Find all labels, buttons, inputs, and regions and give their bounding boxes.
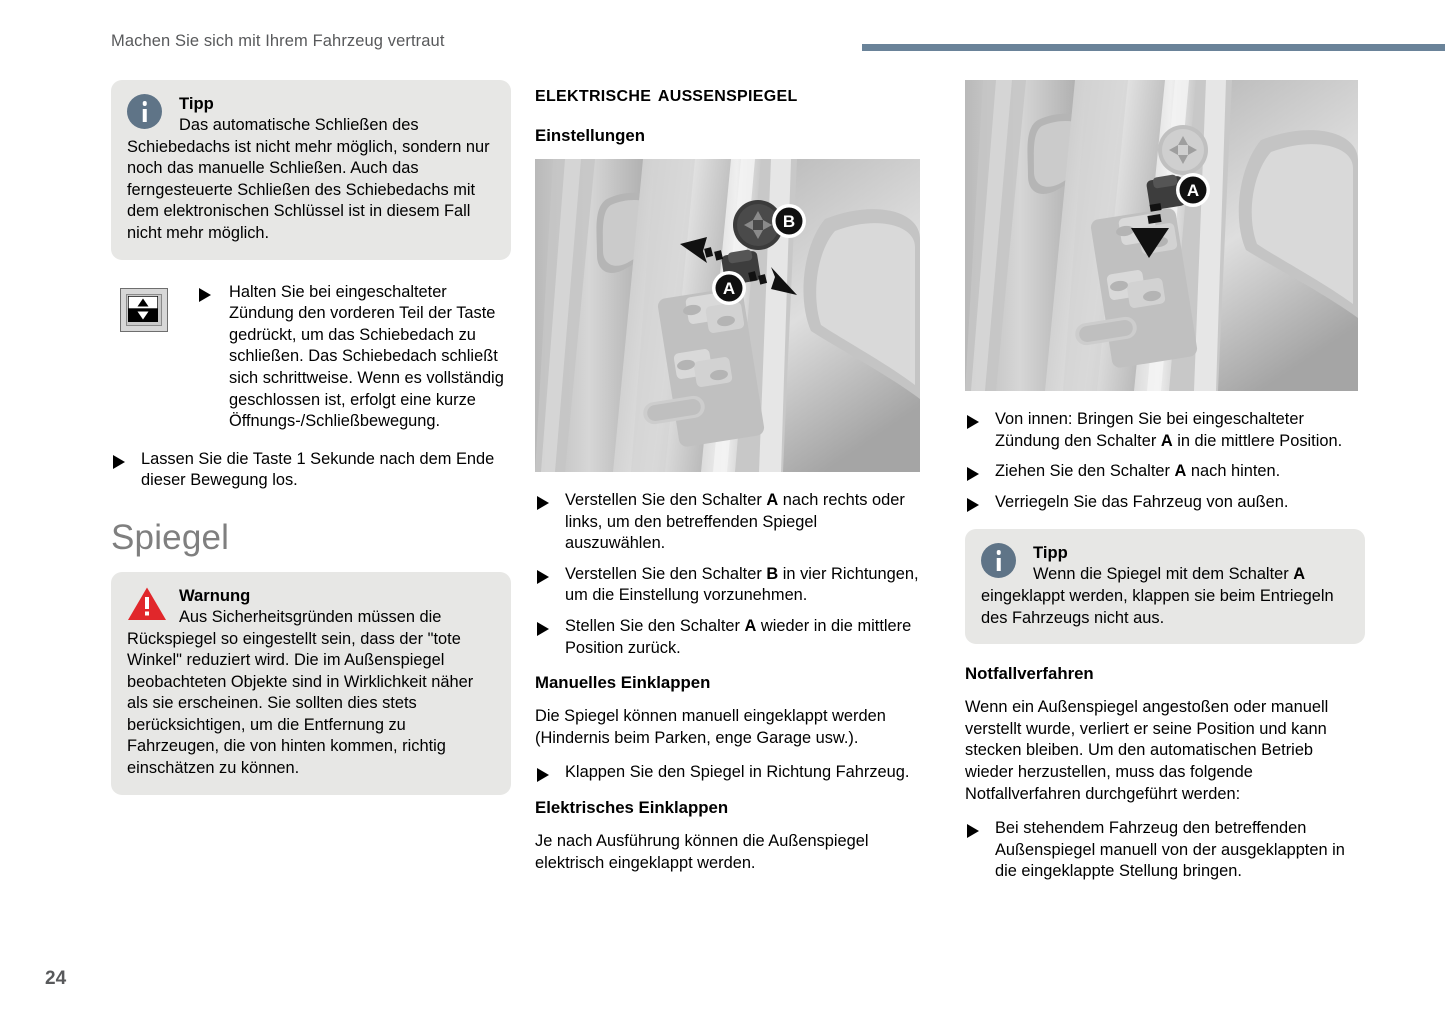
door-panel-illustration-fold	[965, 80, 1358, 391]
warning-icon	[127, 586, 167, 626]
column-right	[965, 80, 1365, 892]
running-head: Machen Sie sich mit Ihrem Fahrzeug vertraut	[111, 32, 445, 50]
column-left	[111, 80, 511, 795]
bullet-adjust-mirror: Verstellen Sie den Schalter B in vier Richtungen, um die Einstellung vorzunehmen.	[535, 564, 920, 607]
column-middle	[535, 80, 920, 887]
manual-fold-text: Die Spiegel können manuell eingeklappt werden (Hindernis beim Parken, enge Garage usw.).	[535, 707, 886, 747]
bullet-inside-center-position: Von innen: Bringen Sie bei eingeschalteter Zündung den Schalter A in die mittlere Position.	[965, 409, 1365, 452]
tip-callout-fold-title: Tipp	[1033, 543, 1068, 563]
sunroof-button-icon	[120, 288, 168, 332]
warning-callout	[111, 572, 511, 795]
figure-label-a: A	[722, 279, 736, 298]
figure-label-a-fold: A	[1186, 181, 1200, 200]
tip-callout-fold-text: Wenn die Spiegel mit dem Schalter A eingeklappt werden, klappen sie beim Entriegeln des Fahrzeugs nicht aus.	[981, 565, 1334, 627]
electric-fold-text: Je nach Ausführung können die Außenspiegel elektrisch eingeklappt werden.	[535, 831, 869, 872]
bullet-lock-from-outside: Verriegeln Sie das Fahrzeug von außen.	[965, 492, 1365, 514]
tip-callout-text: Das automatische Schließen des Schiebedachs ist nicht mehr möglich, sondern nur noch das manuelle Schließen. Auch das ferngesteuerte Schließen des Schiebedachs mit dem elektronischen Schlüssel ist in diesem Fall nicht mehr möglich.	[127, 116, 490, 242]
info-icon	[981, 543, 1021, 583]
bullet-pull-switch-back: Ziehen Sie den Schalter A nach hinten.	[965, 461, 1365, 483]
warning-callout-text: Aus Sicherheitsgründen müssen die Rückspiegel so eingestellt sein, dass der "tote Winkel" reduziert wird. Die im Außenspiegel beobachteten Objekte sind in Wirklichkeit näher als sie erscheinen. Sie sollten dies stets berücksichtigen, um die Entfernung zu Fahrzeugen, die von hinten kommen, richtig einschätzen zu können.	[127, 607, 474, 778]
subheading-notfallverfahren: Notfallverfahren	[965, 664, 1094, 684]
emergency-text: Wenn ein Außenspiegel angestoßen oder manuell verstellt wurde, verliert er seine Position und kann stecken bleiben. Um den automatischen Betrieb wieder herzustellen, muss das folgende Notfallverfahren durchgeführt werden:	[965, 698, 1329, 803]
bullet-emergency-fold: Bei stehendem Fahrzeug den betreffenden Außenspiegel manuell von der ausgeklappten in die eingeklappte Stellung bringen.	[965, 818, 1365, 883]
page-number: 24	[45, 968, 67, 989]
figure-label-b: B	[782, 212, 796, 231]
sunroof-instruction-row	[111, 282, 511, 433]
tip-callout-fold	[965, 529, 1365, 644]
sunroof-button-glyph	[128, 296, 158, 322]
figure-mirror-controls	[535, 159, 920, 472]
bullet-manual-fold: Klappen Sie den Spiegel in Richtung Fahrzeug.	[535, 762, 920, 784]
bullet-select-mirror: Verstellen Sie den Schalter A nach rechts oder links, um den betreffenden Spiegel auszuwählen.	[535, 490, 920, 555]
subheading-einstellungen: Einstellungen	[535, 126, 646, 145]
bullet-release-button: Lassen Sie die Taste 1 Sekunde nach dem Ende dieser Bewegung los.	[111, 449, 511, 492]
chapter-title: elektrische außenspiegel	[535, 80, 798, 106]
subheading-elektrisches-einklappen: Elektrisches Einklappen	[535, 797, 729, 817]
subheading-manuelles-einklappen: Manuelles Einklappen	[535, 673, 711, 693]
warning-callout-title: Warnung	[179, 585, 251, 605]
door-panel-illustration	[535, 159, 920, 472]
sunroof-instruction-text: Halten Sie bei eingeschalteter Zündung den vorderen Teil der Taste gedrückt, um das Schiebedach zu schließen. Das Schiebedach schließt sich schrittweise. Wenn es vollständig geschlossen ist, erfolgt eine kurze Öffnungs-/Schließbewegung.	[199, 282, 511, 433]
info-icon	[127, 94, 167, 134]
bullet-return-switch: Stellen Sie den Schalter A wieder in die mittlere Position zurück.	[535, 616, 920, 659]
warning-callout-body	[127, 585, 495, 780]
section-title-spiegel: Spiegel	[111, 517, 230, 557]
tip-callout-body	[127, 93, 495, 245]
tip-callout-fold-body	[981, 542, 1349, 629]
figure-fold-control	[965, 80, 1358, 391]
header-rule	[862, 44, 1445, 51]
tip-callout	[111, 80, 511, 260]
tip-callout-title: Tipp	[179, 94, 214, 113]
